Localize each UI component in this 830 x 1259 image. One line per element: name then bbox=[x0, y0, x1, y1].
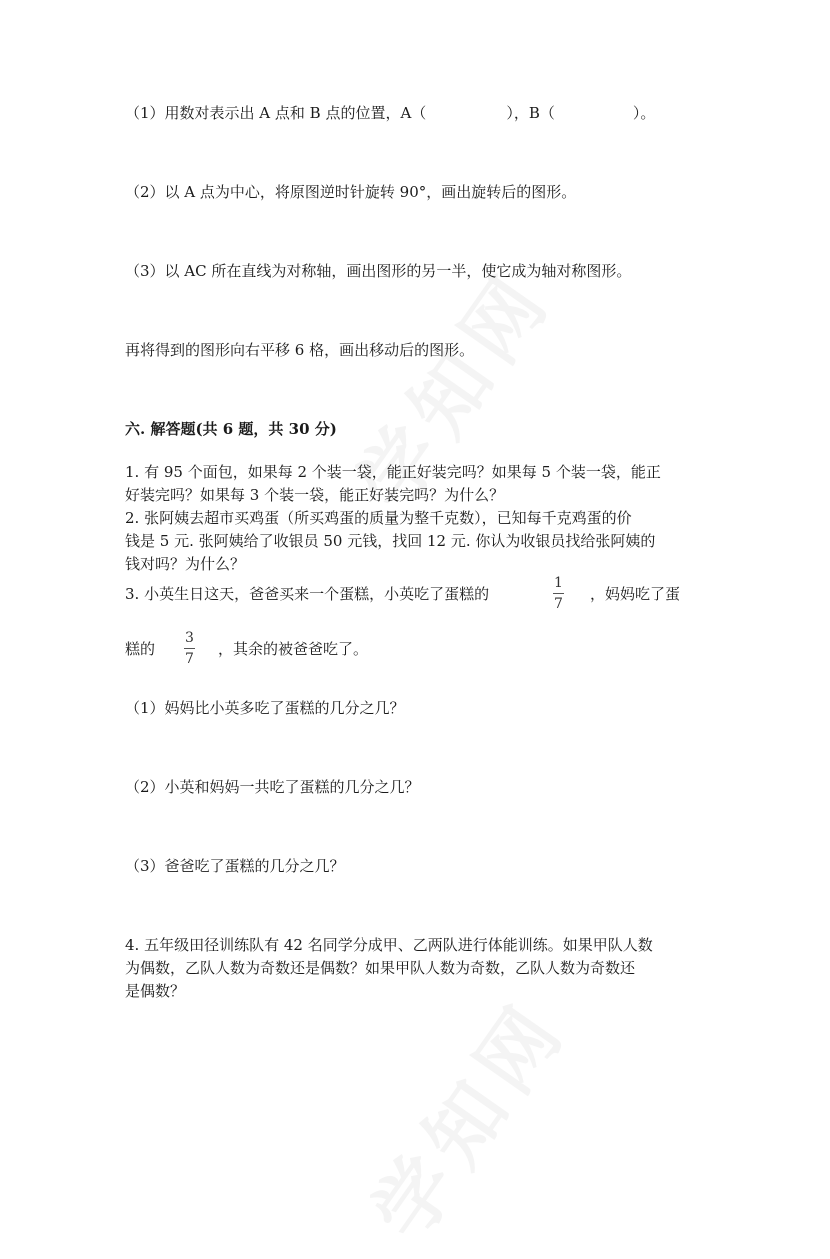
problem-1-line-1: 1. 有 95 个面包，如果每 2 个装一袋，能正好装完吗？如果每 5 个装一袋，能正 bbox=[125, 463, 661, 481]
fraction-denominator: 7 bbox=[185, 651, 194, 667]
fraction-numerator: 1 bbox=[554, 575, 563, 591]
fraction-denominator: 7 bbox=[554, 596, 563, 612]
problem-3-line-1-before: 3. 小英生日这天，爸爸买来一个蛋糕，小英吃了蛋糕的 bbox=[125, 585, 490, 603]
problem-3-line-2-after: ，其余的被爸爸吃了。 bbox=[218, 640, 369, 658]
problem-2-line-2: 钱是 5 元. 张阿姨给了收银员 50 元钱，找回 12 元. 你认为收银员找给张阿姨的 bbox=[125, 532, 656, 550]
problem-3-line-2-before: 糕的 bbox=[125, 640, 156, 658]
question-5-3-continued: 再将得到的图形向右平移 6 格，画出移动后的图形。 bbox=[125, 341, 475, 359]
problem-4-line-2: 为偶数，乙队人数为奇数还是偶数？如果甲队人数为奇数，乙队人数为奇数还 bbox=[125, 959, 636, 977]
question-5-1-after: ）。 bbox=[632, 104, 656, 122]
fraction-numerator: 3 bbox=[185, 630, 194, 646]
fraction-bar bbox=[184, 648, 195, 649]
problem-3-line-1-after: ，妈妈吃了蛋 bbox=[590, 585, 681, 603]
fraction-bar bbox=[553, 593, 564, 594]
question-5-3: （3）以 AC 所在直线为对称轴，画出图形的另一半，使它成为轴对称图形。 bbox=[125, 262, 632, 280]
problem-2-line-3: 钱对吗？为什么？ bbox=[125, 555, 246, 573]
question-5-1 bbox=[125, 102, 655, 125]
problem-3-sub-3: （3）爸爸吃了蛋糕的几分之几？ bbox=[125, 857, 345, 875]
fraction-one-seventh bbox=[553, 575, 564, 612]
problem-3-sub-2: （2）小英和妈妈一共吃了蛋糕的几分之几？ bbox=[125, 778, 420, 796]
section-6-title: 六. 解答题(共 6 题，共 30 分) bbox=[125, 420, 337, 438]
question-5-2: （2）以 A 点为中心，将原图逆时针旋转 90°，画出旋转后的图形。 bbox=[125, 183, 577, 201]
fraction-three-sevenths bbox=[184, 630, 195, 667]
problem-4-line-3: 是偶数？ bbox=[125, 982, 186, 1000]
problem-4-line-1: 4. 五年级田径训练队有 42 名同学分成甲、乙两队进行体能训练。如果甲队人数 bbox=[125, 936, 653, 954]
watermark-text-lower bbox=[342, 973, 589, 1258]
problem-3-sub-1: （1）妈妈比小英多吃了蛋糕的几分之几？ bbox=[125, 699, 405, 717]
question-5-1-before: （1）用数对表示出 A 点和 B 点的位置，A（ bbox=[125, 104, 427, 122]
question-5-1-middle: ），B（ bbox=[506, 104, 555, 122]
problem-1-line-2: 好装完吗？如果每 3 个装一袋，能正好装完吗？为什么？ bbox=[125, 486, 505, 504]
problem-2-line-1: 2. 张阿姨去超市买鸡蛋（所买鸡蛋的质量为整千克数），已知每千克鸡蛋的价 bbox=[125, 509, 632, 527]
